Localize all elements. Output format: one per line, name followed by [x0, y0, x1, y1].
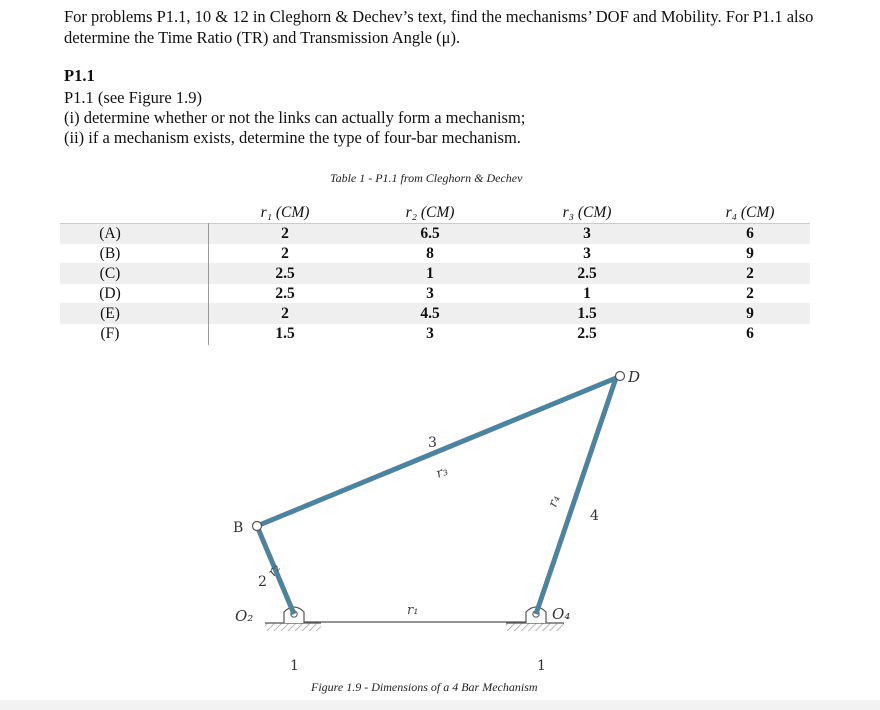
row-label: (C) — [99, 265, 121, 282]
label-o2: O₂ — [235, 607, 254, 625]
cell-r4: 2 — [746, 285, 754, 302]
row-label: (F) — [100, 325, 120, 342]
cell-r3: 2.5 — [577, 325, 597, 342]
header-r1: r₁ (CM) — [260, 204, 310, 221]
task-line-3: (ii) if a mechanism exists, determine the type of four-bar mechanism. — [64, 128, 521, 147]
table-row — [60, 303, 810, 324]
cell-r1: 2.5 — [275, 285, 295, 302]
cell-r2: 3 — [426, 325, 434, 342]
table-row — [60, 283, 810, 304]
cell-r3: 3 — [583, 225, 591, 242]
figure-caption: Figure 1.9 - Dimensions of a 4 Bar Mechanism — [311, 680, 538, 694]
cell-r1: 2 — [281, 305, 289, 322]
cell-r1: 2.5 — [275, 265, 295, 282]
cell-r1: 1.5 — [275, 325, 295, 342]
label-r3: r₃ — [434, 463, 451, 482]
cell-r3: 1.5 — [577, 305, 597, 322]
table-label-divider — [208, 223, 209, 345]
row-label: (D) — [99, 285, 121, 302]
header-r4: r₄ (CM) — [725, 204, 775, 221]
cell-r2: 1 — [426, 265, 434, 282]
joint-d — [616, 372, 625, 381]
cell-r4: 2 — [746, 265, 754, 282]
table-row — [60, 263, 810, 284]
label-d: D — [628, 368, 641, 386]
cell-r1: 2 — [281, 225, 289, 242]
cell-r4: 9 — [746, 245, 754, 262]
table-header-row — [60, 202, 810, 223]
cell-r4: 6 — [746, 325, 754, 342]
row-label: (E) — [100, 305, 120, 322]
label-length-1-left: 1 — [290, 658, 299, 674]
task-line-1: P1.1 (see Figure 1.9) — [64, 88, 202, 107]
header-r3: r₃ (CM) — [562, 204, 612, 221]
table-row — [60, 223, 810, 244]
cell-r4: 9 — [746, 305, 754, 322]
row-label: (A) — [99, 225, 121, 242]
link-3 — [257, 378, 616, 526]
cell-r2: 3 — [426, 285, 434, 302]
label-r1: r₁ — [407, 603, 419, 618]
header-r2: r₂ (CM) — [405, 204, 455, 221]
label-length-2: 2 — [258, 574, 267, 590]
table-caption: Table 1 - P1.1 from Cleghorn & Dechev — [330, 171, 523, 185]
cell-r2: 6.5 — [420, 225, 440, 242]
row-label: (B) — [99, 245, 121, 262]
label-r2: r₂ — [264, 561, 284, 580]
problem-title: P1.1 — [64, 66, 95, 85]
cell-r3: 2.5 — [577, 265, 597, 282]
label-r4: r₄ — [545, 493, 564, 510]
table-row — [60, 243, 810, 264]
label-length-4: 4 — [590, 508, 599, 524]
task-line-2: (i) determine whether or not the links can actually form a mechanism; — [64, 108, 526, 127]
label-b: B — [233, 520, 244, 536]
table-header-divider — [60, 223, 810, 224]
four-bar-mechanism-figure — [210, 362, 660, 674]
table-row — [60, 323, 810, 344]
joint-b — [253, 522, 262, 531]
cell-r3: 1 — [583, 285, 591, 302]
cell-r2: 4.5 — [420, 305, 440, 322]
cell-r1: 2 — [281, 245, 289, 262]
cell-r4: 6 — [746, 225, 754, 242]
intro-text: For problems P1.1, 10 & 12 in Cleghorn & Dechev’s text, find the mechanisms’ DOF and Mobility. For P1.1 also determine the Time Ratio (TR) and Transmission Angle (μ). — [64, 7, 814, 47]
label-o4: O₄ — [552, 605, 571, 623]
cell-r2: 8 — [426, 245, 434, 262]
cell-r3: 3 — [583, 245, 591, 262]
label-length-1-right: 1 — [537, 658, 546, 674]
page-bottom-edge — [0, 700, 880, 710]
label-length-3: 3 — [428, 435, 437, 451]
